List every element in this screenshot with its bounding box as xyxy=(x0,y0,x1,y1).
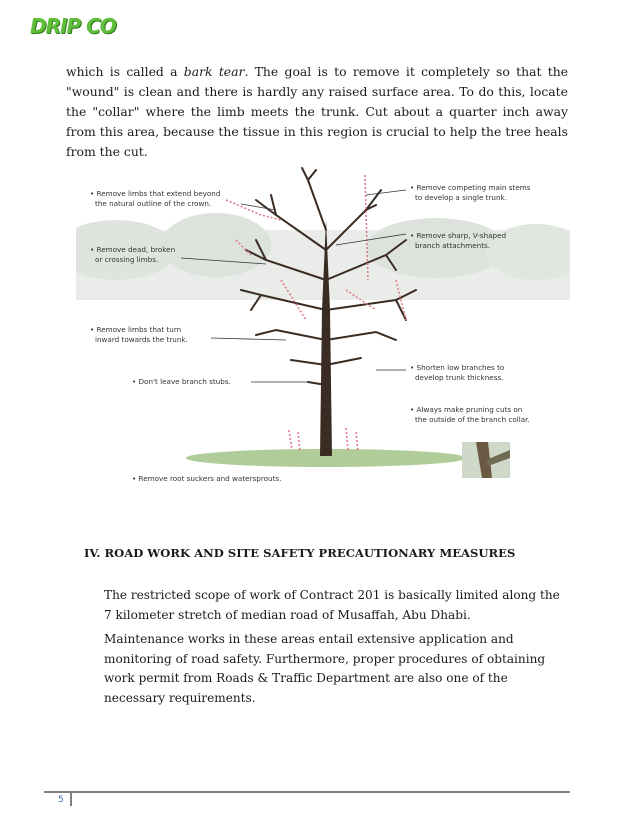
branch-collar-inset xyxy=(462,442,510,478)
caption-left-1-line-1: or crossing limbs. xyxy=(95,255,159,264)
pruning-diagram-svg xyxy=(76,160,570,500)
intro-text-end: . The goal is to remove it completely so that the "wound" is clean and there is hardly any raised surface area. To do this, locate the "collar" where the limb meets the trunk. Cut about a quarter inch away from this area, because the tissue in this region is crucial to help the tree heals from the cut. xyxy=(66,64,569,159)
caption-right-1-line-0: • Remove sharp, V-shaped xyxy=(410,231,507,240)
intro-emphasis: bark tear xyxy=(183,64,245,79)
section-title: IV. ROAD WORK AND SITE SAFETY PRECAUTIONARY MEASURES xyxy=(84,546,516,560)
section-paragraph-1: The restricted scope of work of Contract 201 is basically limited along the 7 kilometer stretch of median road of Musaffah, Abu Dhabi. xyxy=(104,588,560,622)
caption-left-3-line-0: • Don't leave branch stubs. xyxy=(132,377,231,386)
caption-right-3-line-1: the outside of the branch collar. xyxy=(415,415,530,424)
caption-right-3-line-0: • Always make pruning cuts on xyxy=(410,405,523,414)
caption-right-1-line-1: branch attachments. xyxy=(415,241,491,250)
caption-left-0-line-1: the natural outline of the crown. xyxy=(95,199,212,208)
pruned-branches xyxy=(226,175,406,452)
section-paragraph-2: Maintenance works in these areas entail extensive application and monitoring of road safety. Furthermore, proper procedures of obtaining work permit from Roads & Traffic Department are also one of the necessary requirements. xyxy=(104,632,546,705)
caption-right-2-line-1: develop trunk thickness. xyxy=(415,373,504,382)
background-tree xyxy=(161,213,271,277)
caption-left-0-line-0: • Remove limbs that extend beyond xyxy=(90,189,221,198)
caption-right-0-line-1: to develop a single trunk. xyxy=(415,193,507,202)
caption-right-2-line-0: • Shorten low branches to xyxy=(410,363,505,372)
intro-text-start: which is called a xyxy=(66,64,184,79)
page-number: 5 xyxy=(58,795,64,805)
caption-left-2-line-0: • Remove limbs that turn xyxy=(90,325,182,334)
pruning-diagram xyxy=(76,160,570,500)
caption-left-4-line-0: • Remove root suckers and watersprouts. xyxy=(132,474,282,483)
caption-right-0-line-0: • Remove competing main stems xyxy=(410,183,531,192)
caption-left-2-line-1: inward towards the trunk. xyxy=(95,335,188,344)
footer-rule xyxy=(44,791,570,793)
caption-left-1-line-0: • Remove dead, broken xyxy=(90,245,176,254)
intro-paragraph xyxy=(66,62,568,162)
company-logo: DRIP CO xyxy=(30,14,116,38)
footer-divider xyxy=(70,792,72,806)
